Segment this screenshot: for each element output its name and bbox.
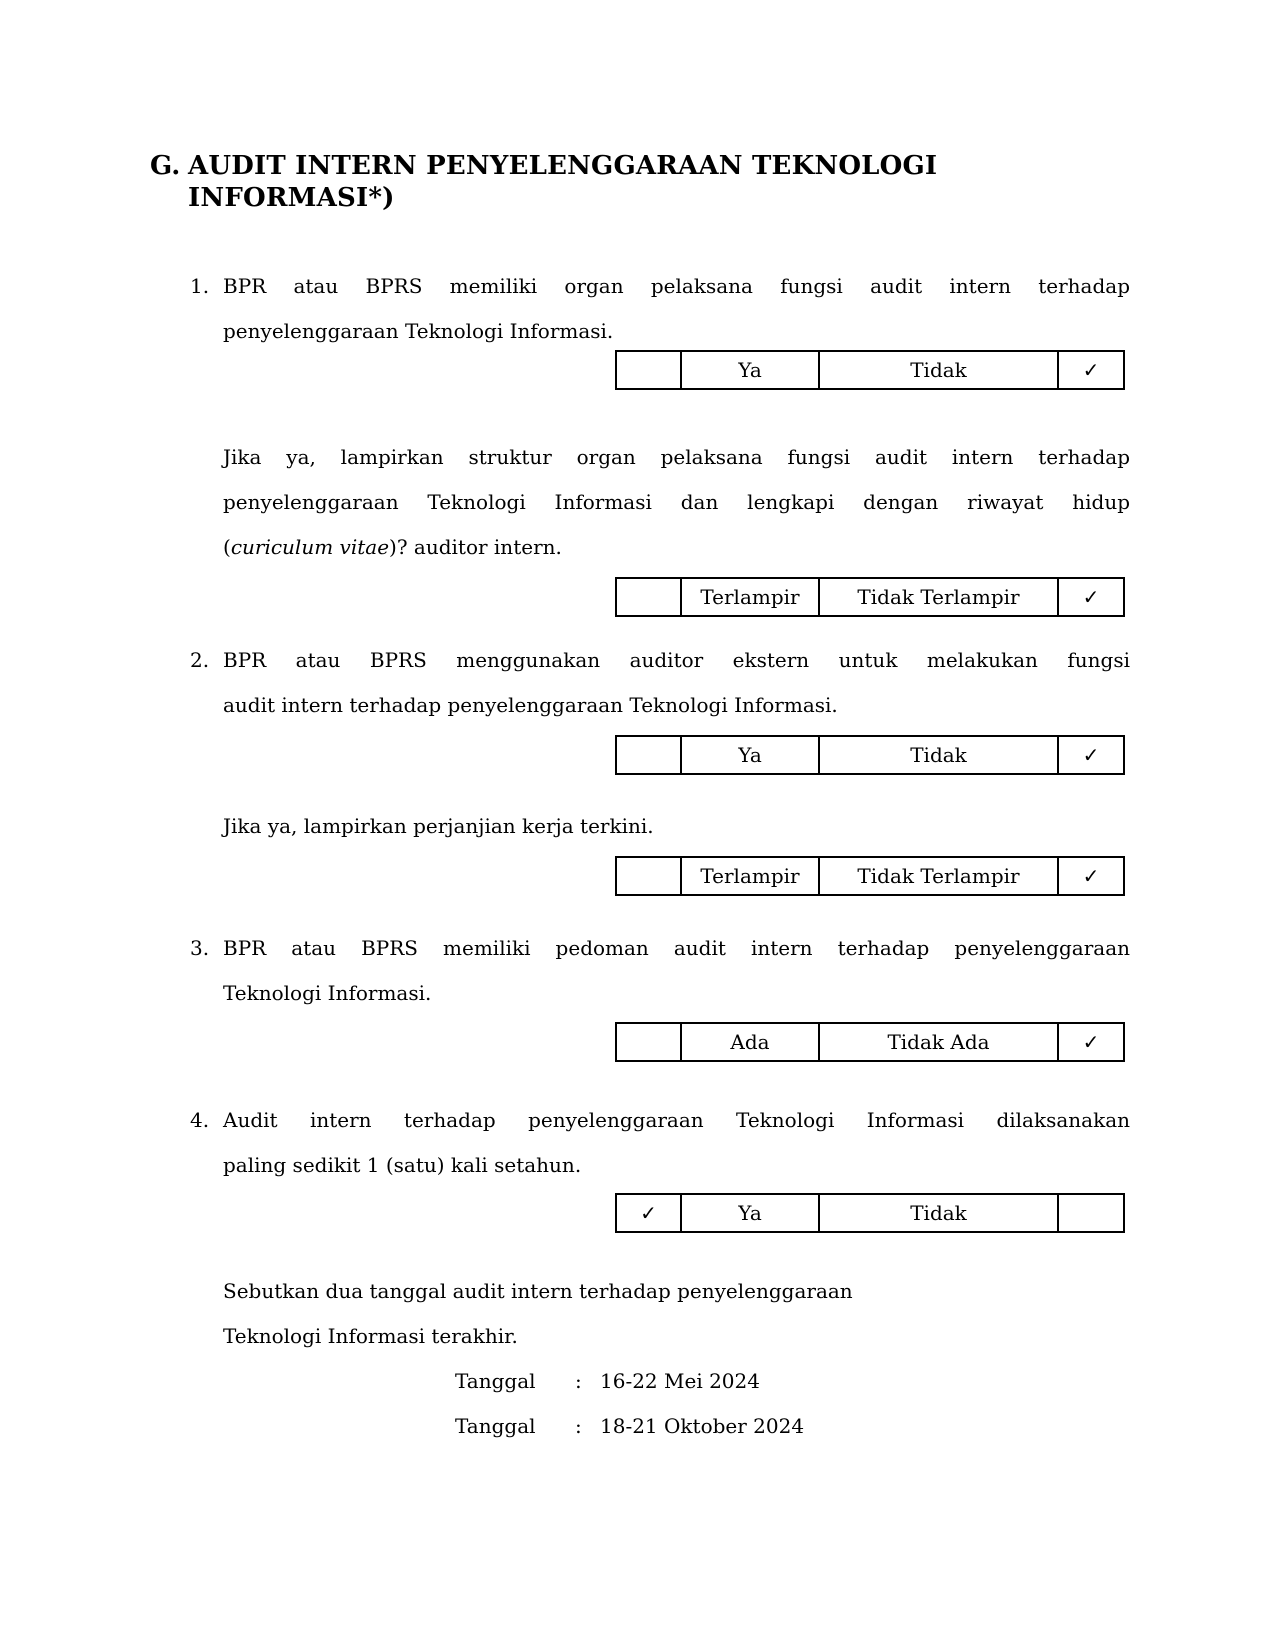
question-4-followup <box>223 1269 1130 1359</box>
answer-table-q3 <box>615 1022 1125 1062</box>
q1b-option-terlampir-cell: Terlampir <box>681 578 819 616</box>
page-content <box>150 0 1130 1449</box>
q1-followup-line-1: Jika ya, lampirkan struktur organ pelaksana fungsi audit intern terhadap <box>223 445 1130 469</box>
q4-blank-cell <box>1058 1194 1124 1232</box>
table-row <box>616 578 1124 616</box>
q4-followup-line-2: Teknologi Informasi terakhir. <box>223 1324 518 1348</box>
answer-table-q4 <box>615 1193 1125 1233</box>
q3-blank-cell <box>616 1023 681 1061</box>
question-3-line-2: Teknologi Informasi. <box>223 981 432 1005</box>
q4-option-ya-cell: Ya <box>681 1194 819 1232</box>
question-1 <box>150 264 1130 354</box>
date-value-1: 16-22 Mei 2024 <box>600 1369 760 1393</box>
question-4-text <box>223 1098 1130 1188</box>
q2-followup-line: Jika ya, lampirkan perjanjian kerja terkini. <box>223 814 654 838</box>
question-2-text <box>223 638 1130 728</box>
date-label-1: Tanggal <box>455 1369 536 1393</box>
question-4 <box>150 1098 1130 1188</box>
q2-blank-cell <box>616 736 681 774</box>
q1-followup-line-3-prefix: ( <box>223 535 231 559</box>
question-4-line-1: Audit intern terhadap penyelenggaraan Teknologi Informasi dilaksanakan <box>223 1108 1130 1132</box>
question-1-line-1: BPR atau BPRS memiliki organ pelaksana fungsi audit intern terhadap <box>223 274 1130 298</box>
q2b-option-tidak-terlampir-cell: Tidak Terlampir <box>819 857 1058 895</box>
question-2-line-2: audit intern terhadap penyelenggaraan Teknologi Informasi. <box>223 693 838 717</box>
table-row <box>616 1023 1124 1061</box>
audit-date-row-1 <box>455 1359 1130 1404</box>
date-separator-1: : <box>575 1369 582 1393</box>
answer-table-q1-attachment <box>615 577 1125 617</box>
answer-table-q1 <box>615 350 1125 390</box>
q2-option-tidak-cell: Tidak <box>819 736 1058 774</box>
question-2 <box>150 638 1130 728</box>
q2b-check-icon: ✓ <box>1058 857 1124 895</box>
q1-blank-cell <box>616 351 681 389</box>
q1-option-ya-cell: Ya <box>681 351 819 389</box>
question-3-line-1: BPR atau BPRS memiliki pedoman audit intern terhadap penyelenggaraan <box>223 936 1130 960</box>
q4-option-tidak-cell: Tidak <box>819 1194 1058 1232</box>
question-1-line-2: penyelenggaraan Teknologi Informasi. <box>223 319 614 343</box>
question-4-number: 4. <box>190 1108 210 1132</box>
answer-table-q2-attachment <box>615 856 1125 896</box>
question-3 <box>150 926 1130 1016</box>
q1-followup-latin-term: curiculum vitae <box>230 535 390 559</box>
question-1-number: 1. <box>190 274 210 298</box>
q3-check-icon: ✓ <box>1058 1023 1124 1061</box>
q1b-option-tidak-terlampir-cell: Tidak Terlampir <box>819 578 1058 616</box>
q3-option-ada-cell: Ada <box>681 1023 819 1061</box>
q1-followup-line-3-suffix: )? auditor intern. <box>389 535 562 559</box>
q1-followup-line-3 <box>223 525 1130 570</box>
question-2-followup <box>223 804 1130 849</box>
table-row <box>616 351 1124 389</box>
question-3-text <box>223 926 1130 1016</box>
q2-check-icon: ✓ <box>1058 736 1124 774</box>
question-2-number: 2. <box>190 648 210 672</box>
question-2-line-1: BPR atau BPRS menggunakan auditor ekstern untuk melakukan fungsi <box>223 648 1130 672</box>
q4-check-icon: ✓ <box>616 1194 681 1232</box>
q3-option-tidak-ada-cell: Tidak Ada <box>819 1023 1058 1061</box>
section-letter: G. <box>150 151 181 181</box>
q1-check-icon: ✓ <box>1058 351 1124 389</box>
q1-option-tidak-cell: Tidak <box>819 351 1058 389</box>
q1b-blank-cell <box>616 578 681 616</box>
section-title: AUDIT INTERN PENYELENGGARAAN TEKNOLOGI INFORMASI*) <box>188 151 938 213</box>
q2b-option-terlampir-cell: Terlampir <box>681 857 819 895</box>
date-value-2: 18-21 Oktober 2024 <box>600 1414 805 1438</box>
answer-table-q2 <box>615 735 1125 775</box>
date-separator-2: : <box>575 1414 582 1438</box>
q2b-blank-cell <box>616 857 681 895</box>
date-label-2: Tanggal <box>455 1414 536 1438</box>
audit-date-row-2 <box>455 1404 1130 1449</box>
table-row <box>616 1194 1124 1232</box>
section-heading <box>150 150 1130 214</box>
q1-followup-line-2: penyelenggaraan Teknologi Informasi dan lengkapi dengan riwayat hidup <box>223 490 1130 514</box>
q2-option-ya-cell: Ya <box>681 736 819 774</box>
q1b-check-icon: ✓ <box>1058 578 1124 616</box>
question-1-followup <box>223 435 1130 570</box>
table-row <box>616 736 1124 774</box>
table-row <box>616 857 1124 895</box>
q4-followup-line-1: Sebutkan dua tanggal audit intern terhadap penyelenggaraan <box>223 1279 853 1303</box>
question-4-line-2: paling sedikit 1 (satu) kali setahun. <box>223 1153 582 1177</box>
question-1-text <box>223 264 1130 354</box>
question-3-number: 3. <box>190 936 210 960</box>
